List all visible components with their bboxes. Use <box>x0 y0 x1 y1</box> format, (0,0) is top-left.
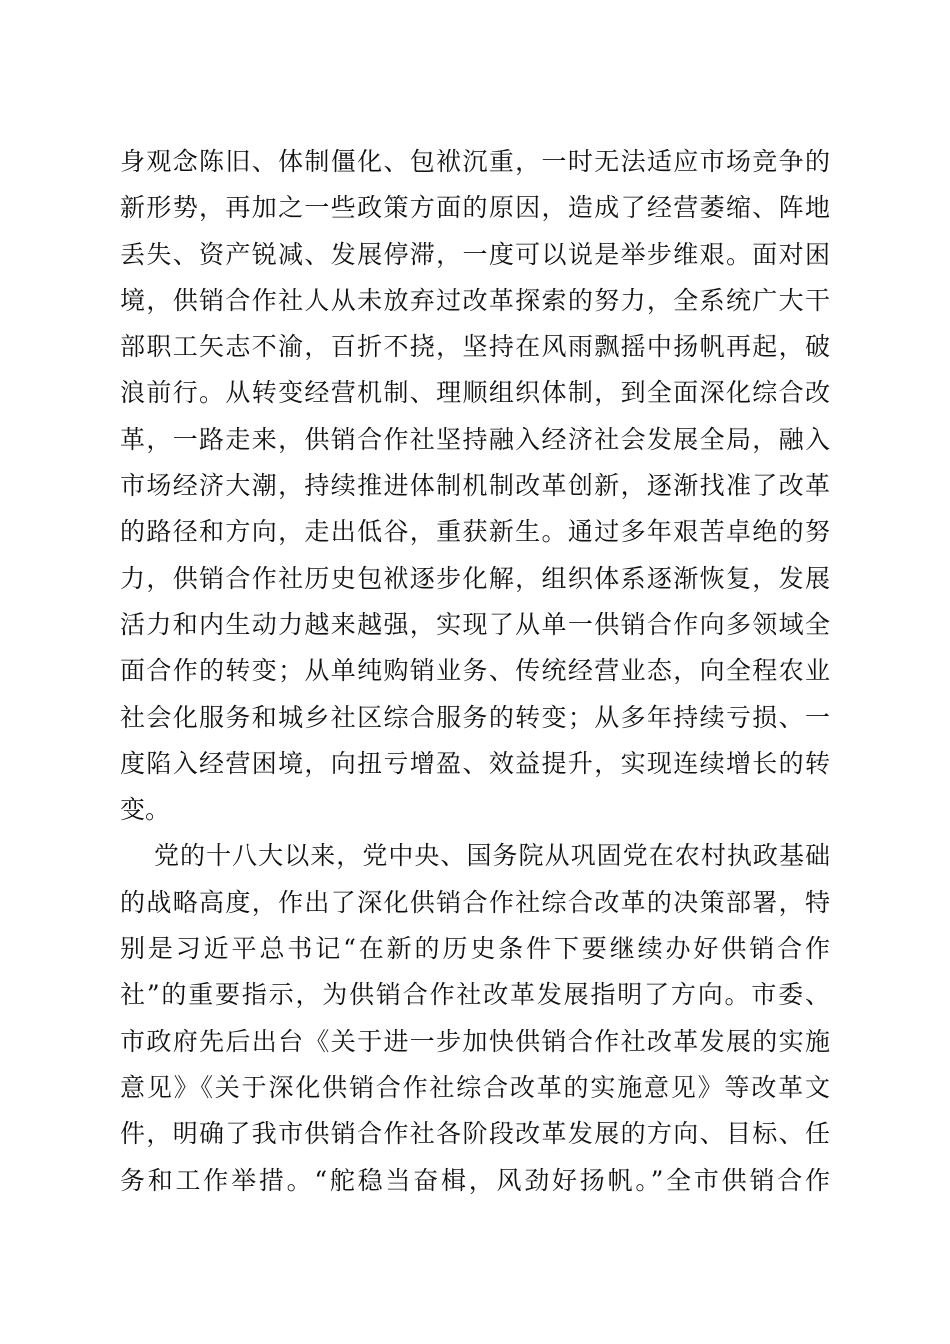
text-line: 党的十八大以来，党中央、国务院从巩固党在农村执政基础 <box>154 841 830 871</box>
document-body <box>120 139 830 1204</box>
text-line: 市政府先后出台《关于进一步加快供销合作社改革发展的实施 <box>120 1026 830 1056</box>
text-line: 别是习近平总书记“在新的历史条件下要继续办好供销合作 <box>120 934 830 964</box>
text-line: 的路径和方向，走出低谷，重获新生。通过多年艰苦卓绝的努 <box>120 517 830 547</box>
text-line: 身观念陈旧、体制僵化、包袱沉重，一时无法适应市场竞争的 <box>120 147 830 176</box>
text-line: 丢失、资产锐减、发展停滞，一度可以说是举步维艰。面对困 <box>120 239 830 269</box>
text-line: 社”的重要指示，为供销合作社改革发展指明了方向。市委、 <box>120 980 830 1010</box>
text-line: 的战略高度，作出了深化供销合作社综合改革的决策部署，特 <box>120 887 830 917</box>
text-line: 市场经济大潮，持续推进体制机制改革创新，逐渐找准了改革 <box>120 471 830 501</box>
text-line: 面合作的转变；从单纯购销业务、传统经营业态，向全程农业 <box>120 656 830 686</box>
text-line: 意见》《关于深化供销合作社综合改革的实施意见》等改革文 <box>120 1072 830 1102</box>
text-line: 活力和内生动力越来越强，实现了从单一供销合作向多领域全 <box>120 609 830 639</box>
paragraph-2 <box>120 833 830 1203</box>
text-line: 新形势，再加之一些政策方面的原因，造成了经营萎缩、阵地 <box>120 193 830 223</box>
text-line: 社会化服务和城乡社区综合服务的转变；从多年持续亏损、一 <box>120 702 830 732</box>
text-line: 度陷入经营困境，向扭亏增盈、效益提升，实现连续增长的转 <box>120 748 830 778</box>
text-line: 变。 <box>120 795 171 825</box>
text-line: 件，明确了我市供销合作社各阶段改革发展的方向、目标、任 <box>120 1119 830 1149</box>
text-line: 浪前行。从转变经营机制、理顺组织体制，到全面深化综合改 <box>120 378 830 408</box>
text-line: 革，一路走来，供销合作社坚持融入经济社会发展全局，融入 <box>120 424 830 454</box>
text-line: 务和工作举措。“舵稳当奋楫，风劲好扬帆。”全市供销合作 <box>120 1165 830 1195</box>
text-line: 境，供销合作社人从未放弃过改革探索的努力，全系统广大干 <box>120 285 830 315</box>
paragraph-1 <box>120 139 830 833</box>
text-line: 力，供销合作社历史包袱逐步化解，组织体系逐渐恢复，发展 <box>120 563 830 593</box>
text-line: 部职工矢志不渝，百折不挠，坚持在风雨飘摇中扬帆再起，破 <box>120 332 830 362</box>
